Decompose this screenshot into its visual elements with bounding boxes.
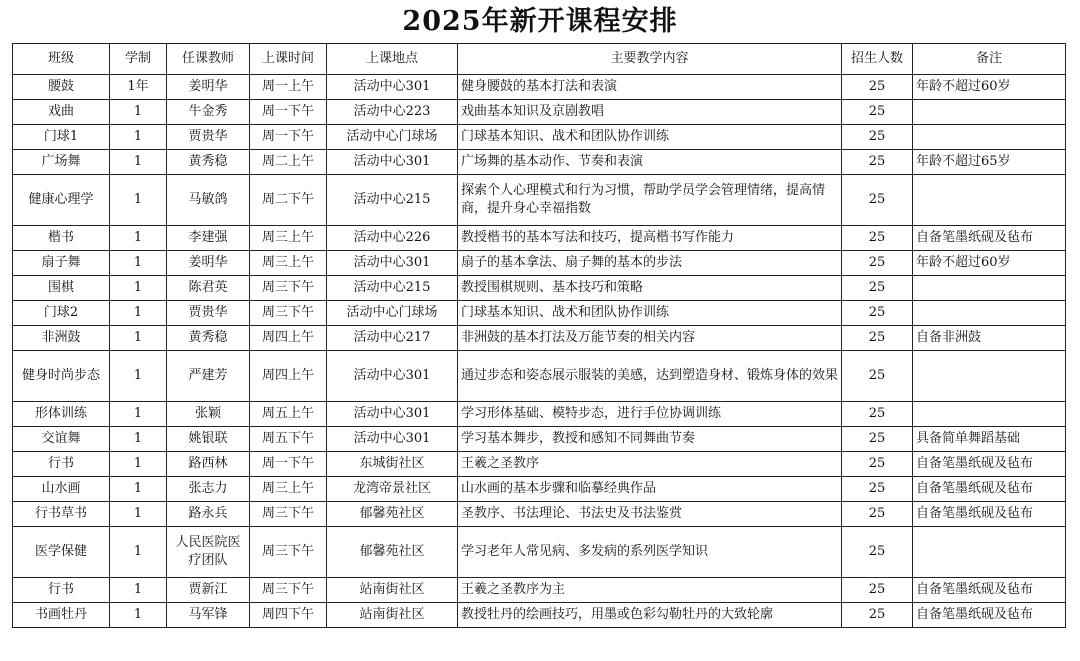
cell-content: 戏曲基本知识及京剧教唱 — [458, 100, 842, 125]
cell-class: 围棋 — [13, 276, 110, 301]
cell-teacher: 陈君英 — [167, 276, 250, 301]
cell-note: 自备笔墨纸砚及毡布 — [913, 452, 1066, 477]
cell-note — [913, 527, 1066, 578]
cell-content: 学习老年人常见病、多发病的系列医学知识 — [458, 527, 842, 578]
cell-class: 健身时尚步态 — [13, 351, 110, 402]
cell-enrollment: 25 — [842, 326, 913, 351]
cell-content: 广场舞的基本动作、节奏和表演 — [458, 150, 842, 175]
table-row — [13, 75, 1066, 100]
cell-teacher: 严建芳 — [167, 351, 250, 402]
cell-class: 山水画 — [13, 477, 110, 502]
cell-time: 周三下午 — [250, 502, 327, 527]
cell-class: 行书 — [13, 452, 110, 477]
cell-time: 周三上午 — [250, 251, 327, 276]
header-note: 备注 — [913, 44, 1066, 75]
cell-term: 1 — [110, 175, 167, 226]
cell-teacher: 李建强 — [167, 226, 250, 251]
cell-class: 门球2 — [13, 301, 110, 326]
cell-term: 1 — [110, 402, 167, 427]
cell-term: 1 — [110, 125, 167, 150]
cell-teacher: 黄秀稳 — [167, 326, 250, 351]
table-row — [13, 351, 1066, 402]
cell-note: 自备非洲鼓 — [913, 326, 1066, 351]
cell-class: 行书 — [13, 578, 110, 603]
table-row — [13, 150, 1066, 175]
cell-class: 书画牡丹 — [13, 603, 110, 628]
cell-time: 周三下午 — [250, 301, 327, 326]
cell-class: 门球1 — [13, 125, 110, 150]
cell-term: 1 — [110, 603, 167, 628]
cell-enrollment: 25 — [842, 125, 913, 150]
cell-place: 活动中心301 — [327, 75, 458, 100]
cell-note — [913, 276, 1066, 301]
cell-term: 1 — [110, 301, 167, 326]
cell-teacher: 牛金秀 — [167, 100, 250, 125]
cell-place: 活动中心223 — [327, 100, 458, 125]
cell-teacher: 张颖 — [167, 402, 250, 427]
cell-term: 1 — [110, 251, 167, 276]
cell-content: 王羲之圣教序为主 — [458, 578, 842, 603]
cell-enrollment: 25 — [842, 351, 913, 402]
cell-content: 圣教序、书法理论、书法史及书法鉴赏 — [458, 502, 842, 527]
cell-place: 龙湾帝景社区 — [327, 477, 458, 502]
cell-enrollment: 25 — [842, 527, 913, 578]
cell-class: 腰鼓 — [13, 75, 110, 100]
cell-content: 王羲之圣教序 — [458, 452, 842, 477]
cell-time: 周三下午 — [250, 527, 327, 578]
cell-enrollment: 25 — [842, 301, 913, 326]
cell-teacher: 马敏鸽 — [167, 175, 250, 226]
cell-enrollment: 25 — [842, 603, 913, 628]
table-row — [13, 603, 1066, 628]
header-place: 上课地点 — [327, 44, 458, 75]
table-row — [13, 326, 1066, 351]
cell-class: 健康心理学 — [13, 175, 110, 226]
cell-note — [913, 301, 1066, 326]
header-time: 上课时间 — [250, 44, 327, 75]
cell-note: 自备笔墨纸砚及毡布 — [913, 603, 1066, 628]
cell-teacher: 贾新江 — [167, 578, 250, 603]
cell-note — [913, 125, 1066, 150]
table-row — [13, 301, 1066, 326]
cell-term: 1 — [110, 527, 167, 578]
table-row — [13, 276, 1066, 301]
cell-class: 扇子舞 — [13, 251, 110, 276]
cell-place: 站南街社区 — [327, 578, 458, 603]
table-row — [13, 402, 1066, 427]
cell-place: 活动中心301 — [327, 251, 458, 276]
cell-term: 1年 — [110, 75, 167, 100]
cell-term: 1 — [110, 276, 167, 301]
course-schedule-table — [12, 43, 1066, 628]
cell-teacher: 贾贵华 — [167, 125, 250, 150]
cell-term: 1 — [110, 477, 167, 502]
cell-note: 年龄不超过60岁 — [913, 251, 1066, 276]
cell-term: 1 — [110, 502, 167, 527]
cell-place: 郁馨苑社区 — [327, 502, 458, 527]
cell-place: 东城街社区 — [327, 452, 458, 477]
cell-enrollment: 25 — [842, 251, 913, 276]
cell-enrollment: 25 — [842, 477, 913, 502]
cell-time: 周三下午 — [250, 276, 327, 301]
cell-enrollment: 25 — [842, 100, 913, 125]
cell-term: 1 — [110, 226, 167, 251]
header-class: 班级 — [13, 44, 110, 75]
cell-enrollment: 25 — [842, 427, 913, 452]
cell-term: 1 — [110, 427, 167, 452]
table-row — [13, 527, 1066, 578]
cell-time: 周五下午 — [250, 427, 327, 452]
table-row — [13, 125, 1066, 150]
cell-time: 周二下午 — [250, 175, 327, 226]
table-row — [13, 251, 1066, 276]
cell-teacher: 马军锋 — [167, 603, 250, 628]
header-content: 主要教学内容 — [458, 44, 842, 75]
table-row — [13, 578, 1066, 603]
cell-note: 具备简单舞蹈基础 — [913, 427, 1066, 452]
cell-teacher: 姜明华 — [167, 75, 250, 100]
cell-place: 站南街社区 — [327, 603, 458, 628]
header-teacher: 任课教师 — [167, 44, 250, 75]
cell-class: 广场舞 — [13, 150, 110, 175]
cell-class: 形体训练 — [13, 402, 110, 427]
cell-teacher: 张志力 — [167, 477, 250, 502]
cell-term: 1 — [110, 100, 167, 125]
cell-term: 1 — [110, 326, 167, 351]
cell-teacher: 贾贵华 — [167, 301, 250, 326]
cell-term: 1 — [110, 578, 167, 603]
header-enrollment: 招生人数 — [842, 44, 913, 75]
cell-time: 周一下午 — [250, 452, 327, 477]
table-row — [13, 477, 1066, 502]
cell-enrollment: 25 — [842, 578, 913, 603]
cell-teacher: 人民医院医疗团队 — [167, 527, 250, 578]
cell-content: 扇子的基本拿法、扇子舞的基本的步法 — [458, 251, 842, 276]
cell-content: 健身腰鼓的基本打法和表演 — [458, 75, 842, 100]
cell-teacher: 姚银联 — [167, 427, 250, 452]
cell-content: 学习形体基础、模特步态，进行手位协调训练 — [458, 402, 842, 427]
cell-enrollment: 25 — [842, 150, 913, 175]
cell-content: 门球基本知识、战术和团队协作训练 — [458, 125, 842, 150]
cell-term: 1 — [110, 351, 167, 402]
page-title: 2025年新开课程安排 — [402, 6, 678, 37]
cell-note — [913, 402, 1066, 427]
cell-term: 1 — [110, 452, 167, 477]
cell-place: 活动中心301 — [327, 351, 458, 402]
cell-note: 年龄不超过65岁 — [913, 150, 1066, 175]
cell-enrollment: 25 — [842, 75, 913, 100]
cell-place: 活动中心215 — [327, 175, 458, 226]
table-row — [13, 226, 1066, 251]
header-term: 学制 — [110, 44, 167, 75]
cell-time: 周一下午 — [250, 125, 327, 150]
table-row — [13, 100, 1066, 125]
cell-content: 通过步态和姿态展示服装的美感，达到塑造身材、锻炼身体的效果 — [458, 351, 842, 402]
cell-content: 非洲鼓的基本打法及万能节奏的相关内容 — [458, 326, 842, 351]
cell-term: 1 — [110, 150, 167, 175]
cell-time: 周四下午 — [250, 603, 327, 628]
cell-place: 活动中心217 — [327, 326, 458, 351]
cell-content: 教授围棋规则、基本技巧和策略 — [458, 276, 842, 301]
cell-note — [913, 100, 1066, 125]
cell-time: 周一下午 — [250, 100, 327, 125]
cell-content: 教授楷书的基本写法和技巧，提高楷书写作能力 — [458, 226, 842, 251]
cell-place: 活动中心301 — [327, 402, 458, 427]
cell-enrollment: 25 — [842, 276, 913, 301]
cell-teacher: 路西林 — [167, 452, 250, 477]
cell-note: 自备笔墨纸砚及毡布 — [913, 226, 1066, 251]
cell-class: 医学保健 — [13, 527, 110, 578]
cell-time: 周三下午 — [250, 578, 327, 603]
cell-class: 非洲鼓 — [13, 326, 110, 351]
cell-note: 自备笔墨纸砚及毡布 — [913, 502, 1066, 527]
cell-enrollment: 25 — [842, 175, 913, 226]
cell-teacher: 黄秀稳 — [167, 150, 250, 175]
cell-place: 活动中心301 — [327, 150, 458, 175]
cell-place: 活动中心门球场 — [327, 301, 458, 326]
table-row — [13, 427, 1066, 452]
cell-class: 交谊舞 — [13, 427, 110, 452]
cell-class: 楷书 — [13, 226, 110, 251]
cell-time: 周四上午 — [250, 351, 327, 402]
cell-place: 活动中心226 — [327, 226, 458, 251]
cell-time: 周二上午 — [250, 150, 327, 175]
cell-time: 周五上午 — [250, 402, 327, 427]
cell-content: 门球基本知识、战术和团队协作训练 — [458, 301, 842, 326]
cell-enrollment: 25 — [842, 502, 913, 527]
table-row — [13, 452, 1066, 477]
cell-place: 郁馨苑社区 — [327, 527, 458, 578]
table-row — [13, 502, 1066, 527]
cell-place: 活动中心215 — [327, 276, 458, 301]
cell-content: 山水画的基本步骤和临摹经典作品 — [458, 477, 842, 502]
cell-time: 周三上午 — [250, 226, 327, 251]
cell-note: 自备笔墨纸砚及毡布 — [913, 477, 1066, 502]
cell-note — [913, 175, 1066, 226]
cell-time: 周三上午 — [250, 477, 327, 502]
cell-class: 行书草书 — [13, 502, 110, 527]
cell-note: 年龄不超过60岁 — [913, 75, 1066, 100]
cell-place: 活动中心301 — [327, 427, 458, 452]
cell-teacher: 路永兵 — [167, 502, 250, 527]
header-row — [13, 44, 1066, 75]
cell-note: 自备笔墨纸砚及毡布 — [913, 578, 1066, 603]
cell-content: 学习基本舞步，教授和感知不同舞曲节奏 — [458, 427, 842, 452]
cell-content: 探索个人心理模式和行为习惯，帮助学员学会管理情绪，提高情商，提升身心幸福指数 — [458, 175, 842, 226]
cell-enrollment: 25 — [842, 402, 913, 427]
cell-time: 周一上午 — [250, 75, 327, 100]
cell-content: 教授牡丹的绘画技巧，用墨或色彩勾勒牡丹的大致轮廓 — [458, 603, 842, 628]
cell-note — [913, 351, 1066, 402]
cell-enrollment: 25 — [842, 226, 913, 251]
cell-enrollment: 25 — [842, 452, 913, 477]
cell-place: 活动中心门球场 — [327, 125, 458, 150]
cell-teacher: 姜明华 — [167, 251, 250, 276]
cell-time: 周四上午 — [250, 326, 327, 351]
table-row — [13, 175, 1066, 226]
cell-class: 戏曲 — [13, 100, 110, 125]
